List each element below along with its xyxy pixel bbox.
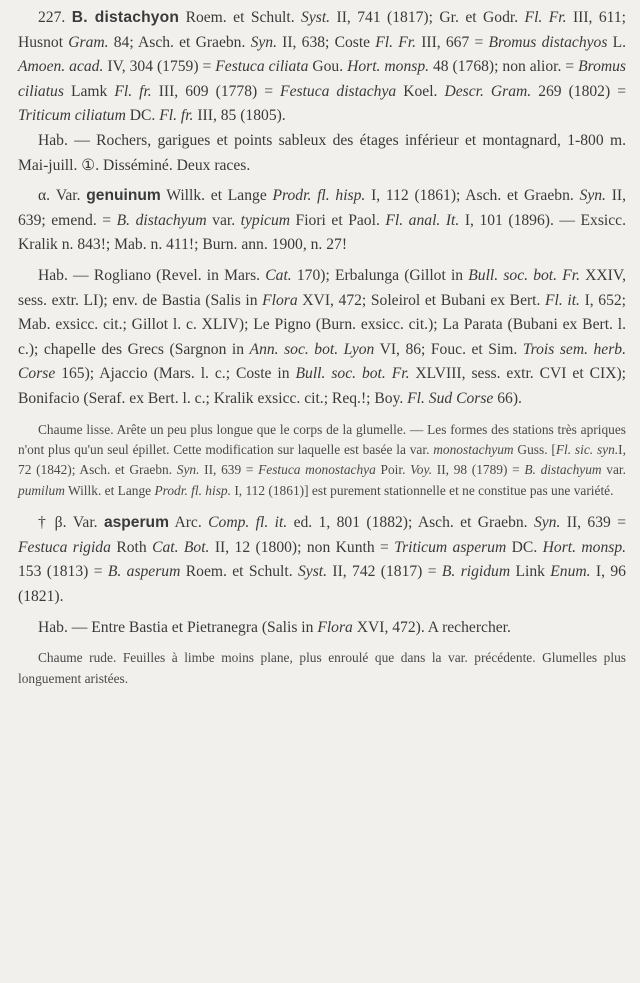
variety-name: asperum xyxy=(103,514,169,532)
species-number: 227. xyxy=(38,9,66,26)
variety-name: genuinum xyxy=(86,187,161,205)
species-entry: 227. B. distachyon Roem. et Schult. Syst. II, 741 (1817); Gr. et Godr. Fl. Fr. III, 611; Husnot Gram. 84; Asch. et Graebn. Syn. II, 638; Coste Fl. Fr. III, 667 = Bromus distachyos L. Amoen. acad. IV, 304 (1759) = Festuca ciliata Gou. Hort. monsp. 48 (1768); non alior. = Bromus ciliatus Lamk Fl. fr. III, 609 (1778) = Festuca distachya Koel. Descr. Gram. 269 (1802) = Triticum ciliatum DC. Fl. fr. III, 85 (1805). xyxy=(18,9,627,125)
variety-genuinum-habitat: Hab. — Rogliano (Revel. in Mars. Cat. 170); Erbalunga (Gillot in Bull. soc. bot. Fr. XXIV, sess. extr. LI); env. de Bastia (Salis in Flora XVI, 472; Soleirol et Bubani ex Bert. Fl. it. I, 652; Mab. exsicc. cit.; Gillot l. c. XLIV); Le Pigno (Burn. exsicc. cit.); La Parata (Bubani ex Bert. l. c.); chapelle des Grecs (Sargnon in Ann. soc. bot. Lyon VI, 86; Fouc. et Sim. Trois sem. herb. Corse 165); Ajaccio (Mars. l. c.; Coste in Bull. soc. bot. Fr. XLVIII, sess. extr. CVI et CIX); Bonifacio (Seraf. ex Bert. l. c.; Kralik exsicc. cit.; Req.!; Boy. Fl. Sud Corse 66). xyxy=(18,266,627,407)
variety-genuinum-note: Chaume lisse. Arête un peu plus longue que le corps de la glumelle. — Les formes des stations très apriques n'ont plus qu'un seul épillet. Cette modification sur laquelle est basée la var. monostachyum Guss. [Fl. sic. syn.I, 72 (1842); Asch. et Graebn. Syn. II, 639 = Festuca monostachya Poir. Voy. II, 98 (1789) = B. distachyum var. pumilum Willk. et Lange Prodr. fl. hisp. I, 112 (1861)] est purement stationnelle et ne constitue pas une variété. xyxy=(18,421,626,498)
variety-asperum-note: Chaume rude. Feuilles à limbe moins plane, plus enroulé que dans la var. précédente. Glumelles plus longuement aristées. xyxy=(18,650,626,686)
variety-asperum-habitat: Hab. — Entre Bastia et Pietranegra (Salis in Flora XVI, 472). A rechercher. xyxy=(38,618,511,636)
variety-asperum: † β. Var. asperum Arc. Comp. fl. it. ed. 1, 801 (1882); Asch. et Graebn. Syn. II, 639 = Festuca rigida Roth Cat. Bot. II, 12 (1800); non Kunth = Triticum asperum DC. Hort. monsp. 153 (1813) = B. asperum Roem. et Schult. Syst. II, 742 (1817) = B. rigidum Link Enum. I, 96 (1821). xyxy=(18,514,627,605)
species-habitat: Hab. — Rochers, garigues et points sableux des étages inférieur et montagnard, 1-800 m. Mai-juill. ①. Disséminé. Deux races. xyxy=(18,131,626,174)
species-name: B. distachyon xyxy=(71,9,180,26)
variety-genuinum: α. Var. genuinum Willk. et Lange Prodr. fl. hisp. I, 112 (1861); Asch. et Graebn. Syn. II, 639; emend. = B. distachyum var. typicum Fiori et Paol. Fl. anal. It. I, 101 (1896). — Exsicc. Kralik n. 843!; Mab. n. 411!; Burn. ann. 1900, n. 27! xyxy=(18,187,626,254)
